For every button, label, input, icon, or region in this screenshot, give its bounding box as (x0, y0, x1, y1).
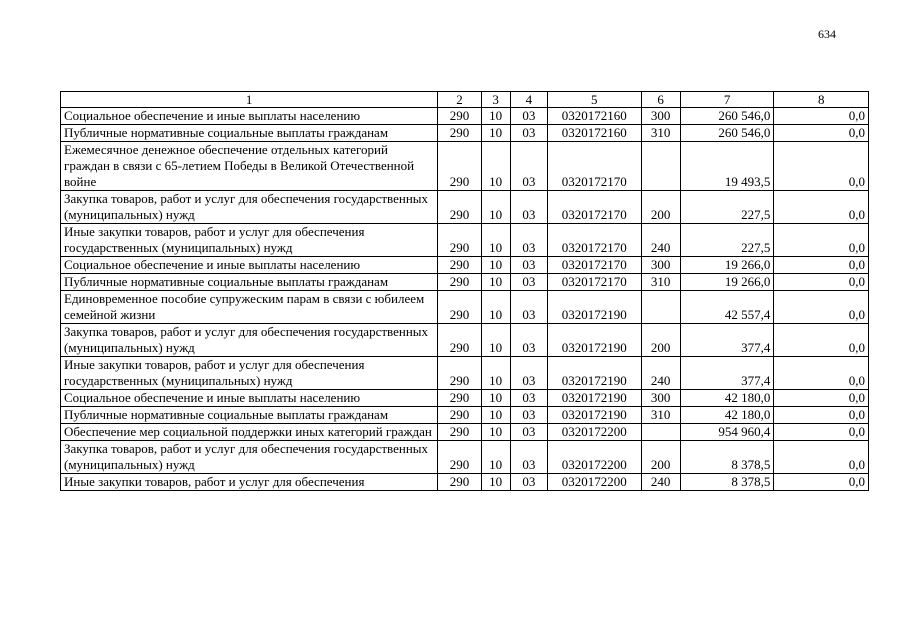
section-cell: 10 (481, 390, 510, 407)
expense-type-cell: 200 (641, 324, 680, 357)
min-cell: 290 (438, 407, 481, 424)
target-article-cell: 0320172190 (547, 390, 641, 407)
column-header: 5 (547, 92, 641, 108)
description-cell: Публичные нормативные социальные выплаты гражданам (61, 274, 438, 291)
expense-type-cell: 240 (641, 357, 680, 390)
min-cell: 290 (438, 474, 481, 491)
min-cell: 290 (438, 291, 481, 324)
table-row (61, 390, 869, 407)
section-cell: 10 (481, 474, 510, 491)
section-cell: 10 (481, 407, 510, 424)
min-cell: 290 (438, 390, 481, 407)
table-row (61, 407, 869, 424)
table-row (61, 125, 869, 142)
description-cell: Иные закупки товаров, работ и услуг для обеспечения (61, 474, 438, 491)
min-cell: 290 (438, 274, 481, 291)
amount-2-cell: 0,0 (774, 390, 869, 407)
description-cell: Социальное обеспечение и иные выплаты населению (61, 108, 438, 125)
table-row (61, 441, 869, 474)
amount-cell: 42 180,0 (680, 390, 774, 407)
expense-type-cell (641, 424, 680, 441)
page-number: 634 (818, 27, 836, 41)
amount-2-cell: 0,0 (774, 108, 869, 125)
target-article-cell: 0320172170 (547, 191, 641, 224)
min-cell: 290 (438, 324, 481, 357)
expense-type-cell: 300 (641, 390, 680, 407)
budget-table (60, 91, 869, 491)
column-header: 4 (510, 92, 547, 108)
column-header: 8 (774, 92, 869, 108)
table-row (61, 291, 869, 324)
expense-type-cell: 240 (641, 224, 680, 257)
table-row (61, 474, 869, 491)
min-cell: 290 (438, 142, 481, 191)
amount-2-cell: 0,0 (774, 257, 869, 274)
description-cell: Единовременное пособие супружеским парам в связи с юбилеем семейной жизни (61, 291, 438, 324)
amount-cell: 260 546,0 (680, 125, 774, 142)
description-cell: Иные закупки товаров, работ и услуг для обеспечения государственных (муниципальных) нужд (61, 224, 438, 257)
section-cell: 10 (481, 424, 510, 441)
target-article-cell: 0320172200 (547, 441, 641, 474)
subsection-cell: 03 (510, 274, 547, 291)
amount-2-cell: 0,0 (774, 291, 869, 324)
description-cell: Публичные нормативные социальные выплаты гражданам (61, 125, 438, 142)
description-cell: Закупка товаров, работ и услуг для обеспечения государственных (муниципальных) нужд (61, 324, 438, 357)
subsection-cell: 03 (510, 125, 547, 142)
target-article-cell: 0320172170 (547, 274, 641, 291)
description-cell: Иные закупки товаров, работ и услуг для обеспечения государственных (муниципальных) нужд (61, 357, 438, 390)
table-row (61, 424, 869, 441)
target-article-cell: 0320172170 (547, 142, 641, 191)
column-header: 6 (641, 92, 680, 108)
amount-cell: 377,4 (680, 357, 774, 390)
section-cell: 10 (481, 274, 510, 291)
expense-type-cell: 310 (641, 274, 680, 291)
section-cell: 10 (481, 142, 510, 191)
target-article-cell: 0320172160 (547, 108, 641, 125)
description-cell: Закупка товаров, работ и услуг для обеспечения государственных (муниципальных) нужд (61, 441, 438, 474)
amount-2-cell: 0,0 (774, 191, 869, 224)
subsection-cell: 03 (510, 441, 547, 474)
subsection-cell: 03 (510, 474, 547, 491)
min-cell: 290 (438, 257, 481, 274)
amount-cell: 954 960,4 (680, 424, 774, 441)
section-cell: 10 (481, 108, 510, 125)
subsection-cell: 03 (510, 424, 547, 441)
target-article-cell: 0320172200 (547, 424, 641, 441)
amount-2-cell: 0,0 (774, 274, 869, 291)
expense-type-cell: 200 (641, 441, 680, 474)
subsection-cell: 03 (510, 357, 547, 390)
subsection-cell: 03 (510, 324, 547, 357)
expense-type-cell (641, 291, 680, 324)
target-article-cell: 0320172190 (547, 324, 641, 357)
amount-2-cell: 0,0 (774, 474, 869, 491)
amount-2-cell: 0,0 (774, 357, 869, 390)
table-row (61, 191, 869, 224)
min-cell: 290 (438, 125, 481, 142)
min-cell: 290 (438, 108, 481, 125)
min-cell: 290 (438, 441, 481, 474)
amount-2-cell: 0,0 (774, 441, 869, 474)
min-cell: 290 (438, 224, 481, 257)
amount-2-cell: 0,0 (774, 125, 869, 142)
table-header-row (61, 92, 869, 108)
amount-cell: 42 557,4 (680, 291, 774, 324)
description-cell: Социальное обеспечение и иные выплаты населению (61, 257, 438, 274)
subsection-cell: 03 (510, 142, 547, 191)
expense-type-cell: 240 (641, 474, 680, 491)
min-cell: 290 (438, 424, 481, 441)
amount-cell: 260 546,0 (680, 108, 774, 125)
section-cell: 10 (481, 357, 510, 390)
target-article-cell: 0320172170 (547, 224, 641, 257)
expense-type-cell: 310 (641, 125, 680, 142)
column-header: 3 (481, 92, 510, 108)
min-cell: 290 (438, 357, 481, 390)
expense-type-cell: 200 (641, 191, 680, 224)
amount-cell: 19 266,0 (680, 274, 774, 291)
description-cell: Социальное обеспечение и иные выплаты населению (61, 390, 438, 407)
section-cell: 10 (481, 441, 510, 474)
target-article-cell: 0320172160 (547, 125, 641, 142)
amount-cell: 8 378,5 (680, 474, 774, 491)
amount-cell: 8 378,5 (680, 441, 774, 474)
expense-type-cell: 300 (641, 108, 680, 125)
subsection-cell: 03 (510, 224, 547, 257)
amount-cell: 19 266,0 (680, 257, 774, 274)
expense-type-cell (641, 142, 680, 191)
table-row (61, 142, 869, 191)
description-cell: Публичные нормативные социальные выплаты гражданам (61, 407, 438, 424)
amount-cell: 227,5 (680, 191, 774, 224)
section-cell: 10 (481, 125, 510, 142)
subsection-cell: 03 (510, 191, 547, 224)
amount-2-cell: 0,0 (774, 407, 869, 424)
column-header: 1 (61, 92, 438, 108)
section-cell: 10 (481, 191, 510, 224)
description-cell: Ежемесячное денежное обеспечение отдельных категорий граждан в связи с 65-летием Победы в Великой Отечественной войне (61, 142, 438, 191)
table-body (61, 108, 869, 491)
amount-2-cell: 0,0 (774, 142, 869, 191)
section-cell: 10 (481, 324, 510, 357)
subsection-cell: 03 (510, 390, 547, 407)
target-article-cell: 0320172190 (547, 407, 641, 424)
table-row (61, 108, 869, 125)
table-row (61, 357, 869, 390)
description-cell: Обеспечение мер социальной поддержки иных категорий граждан (61, 424, 438, 441)
target-article-cell: 0320172170 (547, 257, 641, 274)
amount-cell: 19 493,5 (680, 142, 774, 191)
column-header: 2 (438, 92, 481, 108)
min-cell: 290 (438, 191, 481, 224)
target-article-cell: 0320172190 (547, 291, 641, 324)
amount-2-cell: 0,0 (774, 424, 869, 441)
amount-cell: 42 180,0 (680, 407, 774, 424)
expense-type-cell: 310 (641, 407, 680, 424)
column-header: 7 (680, 92, 774, 108)
table-row (61, 224, 869, 257)
target-article-cell: 0320172200 (547, 474, 641, 491)
table-row (61, 274, 869, 291)
table-row (61, 324, 869, 357)
target-article-cell: 0320172190 (547, 357, 641, 390)
subsection-cell: 03 (510, 108, 547, 125)
amount-2-cell: 0,0 (774, 224, 869, 257)
amount-cell: 377,4 (680, 324, 774, 357)
subsection-cell: 03 (510, 407, 547, 424)
section-cell: 10 (481, 257, 510, 274)
section-cell: 10 (481, 224, 510, 257)
amount-cell: 227,5 (680, 224, 774, 257)
section-cell: 10 (481, 291, 510, 324)
subsection-cell: 03 (510, 291, 547, 324)
amount-2-cell: 0,0 (774, 324, 869, 357)
expense-type-cell: 300 (641, 257, 680, 274)
description-cell: Закупка товаров, работ и услуг для обеспечения государственных (муниципальных) нужд (61, 191, 438, 224)
subsection-cell: 03 (510, 257, 547, 274)
table-row (61, 257, 869, 274)
